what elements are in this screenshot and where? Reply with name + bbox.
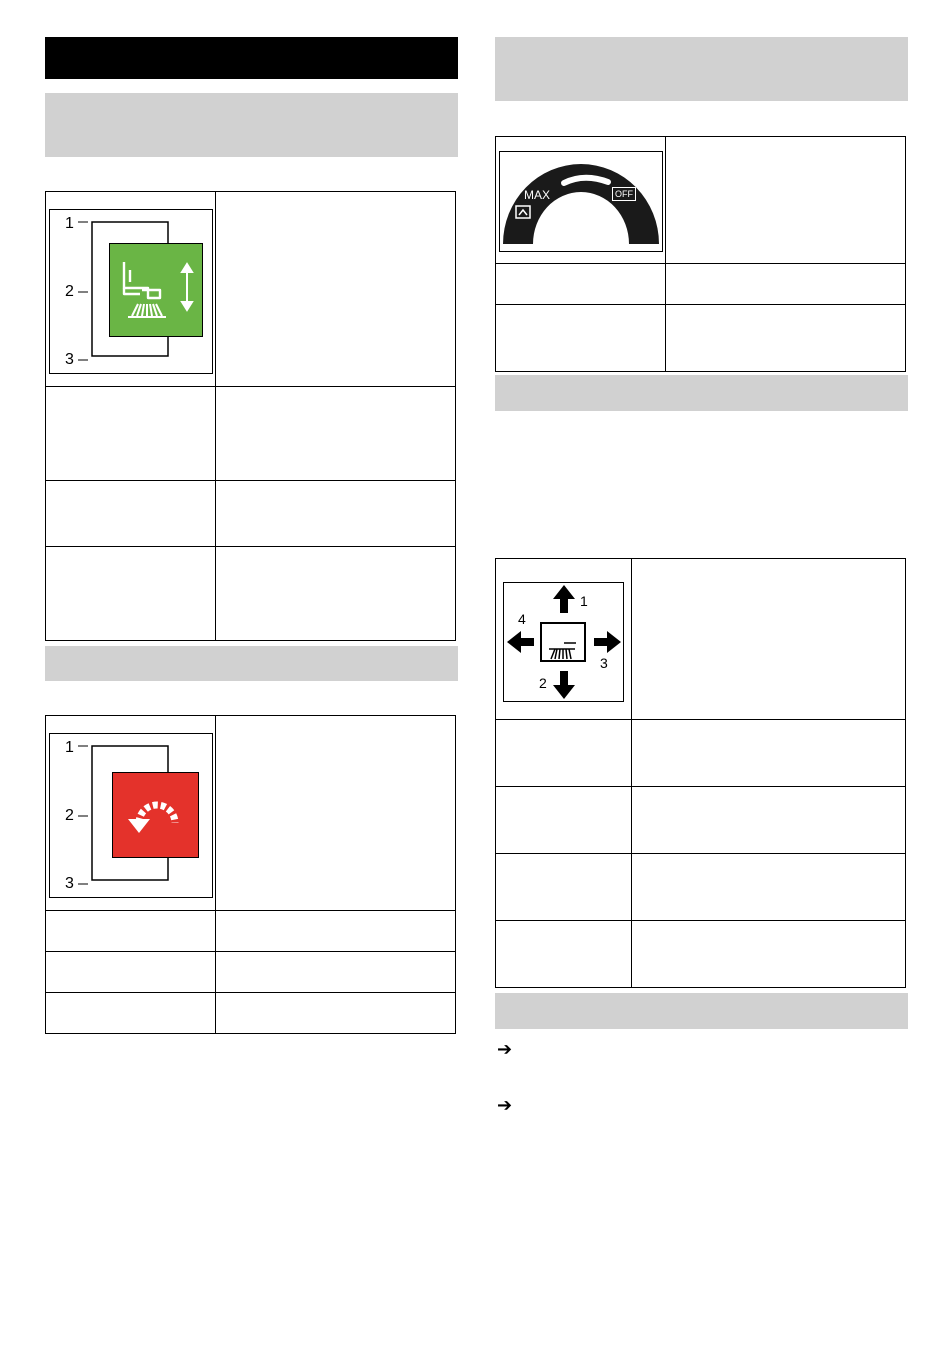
callout-label: 1 <box>65 215 74 232</box>
callout-label: 3 <box>65 875 74 892</box>
water-flow-figure <box>499 151 663 252</box>
table-cell <box>496 720 632 787</box>
section-heading-bar <box>45 93 458 157</box>
section-heading-bar <box>495 375 908 411</box>
callout-label: 1 <box>65 739 74 756</box>
table-cell <box>216 993 456 1034</box>
table-cell <box>496 787 632 854</box>
table-cell <box>216 911 456 952</box>
table-cell <box>496 264 666 305</box>
section-heading-bar <box>45 646 458 681</box>
table-cell <box>632 921 906 988</box>
table-cell <box>46 993 216 1034</box>
direction-label: 2 <box>539 675 547 691</box>
callout-label: 3 <box>65 351 74 368</box>
table-cell <box>216 387 456 481</box>
section-heading-bar <box>495 37 908 101</box>
table-cell <box>632 854 906 921</box>
table-cell <box>496 921 632 988</box>
table-cell <box>496 854 632 921</box>
table-cell <box>666 137 906 264</box>
table-cell <box>666 264 906 305</box>
table-cell <box>666 305 906 372</box>
four-direction-arrows-icon <box>504 583 623 701</box>
sweeping-brush-raise-lower-icon <box>109 243 203 337</box>
table-cell <box>46 952 216 993</box>
direction-label: 1 <box>580 593 588 609</box>
table-cell <box>216 952 456 993</box>
table-cell <box>46 547 216 641</box>
brush-control-figure <box>49 209 213 374</box>
table-cell <box>46 911 216 952</box>
table-cell <box>216 192 456 387</box>
table-cell <box>496 305 666 372</box>
rotation-arrow-icon <box>112 772 199 858</box>
max-label: MAX <box>524 188 551 202</box>
table-cell <box>216 716 456 911</box>
table-cell <box>632 787 906 854</box>
direction-label: 3 <box>600 655 608 671</box>
table-cell <box>216 547 456 641</box>
table-cell <box>46 481 216 547</box>
rotation-control-figure <box>49 733 213 898</box>
instruction-bullet-arrow: ➔ <box>497 1039 513 1060</box>
table-cell <box>216 481 456 547</box>
section-heading-bar <box>495 993 908 1029</box>
table-cell <box>632 720 906 787</box>
table-cell <box>46 387 216 481</box>
table-cell <box>632 559 906 720</box>
instruction-bullet-arrow: ➔ <box>497 1095 513 1116</box>
callout-label: 2 <box>65 807 74 824</box>
direction-control-figure <box>503 582 624 702</box>
callout-label: 2 <box>65 283 74 300</box>
direction-label: 4 <box>518 611 526 627</box>
chapter-title-bar <box>45 37 458 79</box>
off-label: OFF <box>612 187 636 201</box>
